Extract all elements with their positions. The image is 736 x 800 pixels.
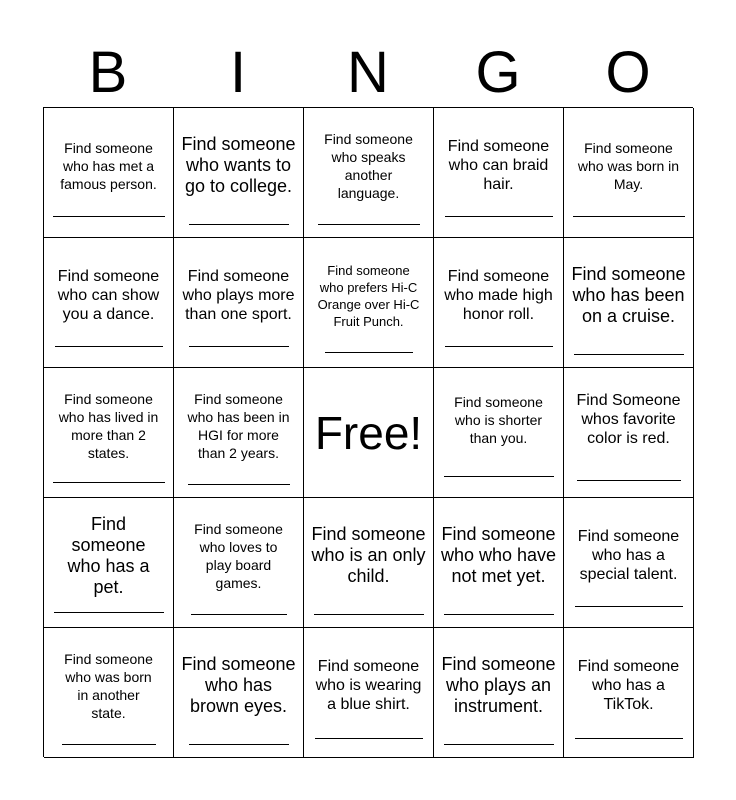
cell-text: Find someone who has brown eyes. xyxy=(181,654,296,716)
bingo-cell[interactable] xyxy=(304,498,434,628)
signature-line xyxy=(55,346,163,347)
bingo-cell[interactable] xyxy=(174,108,304,238)
cell-text: Find someone who speaks another language. xyxy=(324,130,413,201)
bingo-cell[interactable] xyxy=(44,498,174,628)
signature-line xyxy=(191,614,287,615)
signature-line xyxy=(574,354,684,355)
cell-text: Find someone who has a pet. xyxy=(67,513,150,597)
signature-line xyxy=(53,216,165,217)
bingo-cell[interactable] xyxy=(304,238,434,368)
signature-line xyxy=(444,744,554,745)
cell-text: Find someone who wants to go to college. xyxy=(181,134,296,196)
cell-text: Find someone who plays an instrument. xyxy=(441,654,556,716)
bingo-cell[interactable] xyxy=(434,108,564,238)
bingo-cell[interactable] xyxy=(564,108,694,238)
bingo-grid xyxy=(43,107,693,757)
cell-text: Find someone who made high honor roll. xyxy=(444,268,553,323)
signature-line xyxy=(188,484,290,485)
cell-text: Find someone who has lived in more than 2 states. xyxy=(58,390,159,461)
signature-line xyxy=(189,346,289,347)
cell-text: Find someone who was born in another state. xyxy=(64,650,153,721)
cell-text: Find someone who has been in HGI for more than 2 years. xyxy=(187,390,290,461)
signature-line xyxy=(325,352,413,353)
header-letter-i: I xyxy=(229,40,247,105)
free-space[interactable] xyxy=(304,368,434,498)
bingo-cell[interactable] xyxy=(304,108,434,238)
bingo-cell[interactable] xyxy=(434,628,564,758)
cell-text: Find someone who prefers Hi-C Orange over Hi-C Fruit Punch. xyxy=(317,262,420,329)
cell-text: Find someone who can show you a dance. xyxy=(57,268,160,323)
cell-text: Find someone who is wearing a blue shirt. xyxy=(315,658,422,713)
bingo-cell[interactable] xyxy=(174,368,304,498)
signature-line xyxy=(189,744,289,745)
cell-text: Find someone who was born in May. xyxy=(577,139,680,192)
signature-line xyxy=(444,614,554,615)
signature-line xyxy=(444,476,554,477)
bingo-cell[interactable] xyxy=(174,628,304,758)
signature-line xyxy=(577,480,681,481)
signature-line xyxy=(575,738,683,739)
cell-text: Find Someone whos favorite color is red. xyxy=(576,392,681,447)
bingo-cell[interactable] xyxy=(174,498,304,628)
signature-line xyxy=(575,606,683,607)
bingo-cell[interactable] xyxy=(44,108,174,238)
cell-text: Find someone who can braid hair. xyxy=(447,138,550,193)
cell-text: Find someone who has met a famous person. xyxy=(60,139,157,192)
signature-line xyxy=(318,224,420,225)
signature-line xyxy=(53,482,165,483)
bingo-cell[interactable] xyxy=(564,238,694,368)
cell-text: Find someone who plays more than one sport. xyxy=(182,268,295,323)
signature-line xyxy=(315,738,423,739)
signature-line xyxy=(62,744,156,745)
bingo-cell[interactable] xyxy=(304,628,434,758)
bingo-cell[interactable] xyxy=(434,498,564,628)
bingo-header xyxy=(43,40,693,106)
signature-line xyxy=(54,612,164,613)
bingo-cell[interactable] xyxy=(434,368,564,498)
cell-text: Find someone who who have not met yet. xyxy=(440,524,557,586)
cell-text: Find someone who is shorter than you. xyxy=(454,393,543,446)
bingo-cell[interactable] xyxy=(564,368,694,498)
header-letter-o: O xyxy=(605,40,651,105)
bingo-cell[interactable] xyxy=(434,238,564,368)
signature-line xyxy=(189,224,289,225)
signature-line xyxy=(445,216,553,217)
free-space-label: Free! xyxy=(314,406,423,459)
bingo-cell[interactable] xyxy=(44,238,174,368)
header-letter-n: N xyxy=(347,40,389,105)
cell-text: Find someone who has been on a cruise. xyxy=(571,264,686,326)
signature-line xyxy=(445,346,553,347)
signature-line xyxy=(314,614,424,615)
bingo-cell[interactable] xyxy=(174,238,304,368)
bingo-cell[interactable] xyxy=(44,628,174,758)
header-letter-g: G xyxy=(475,40,521,105)
bingo-cell[interactable] xyxy=(564,628,694,758)
cell-text: Find someone who loves to play board games. xyxy=(194,520,283,591)
cell-text: Find someone who has a special talent. xyxy=(577,528,680,583)
bingo-cell[interactable] xyxy=(44,368,174,498)
cell-text: Find someone who is an only child. xyxy=(311,524,426,586)
header-letter-b: B xyxy=(88,40,128,105)
bingo-cell[interactable] xyxy=(564,498,694,628)
signature-line xyxy=(573,216,685,217)
cell-text: Find someone who has a TikTok. xyxy=(577,658,680,713)
